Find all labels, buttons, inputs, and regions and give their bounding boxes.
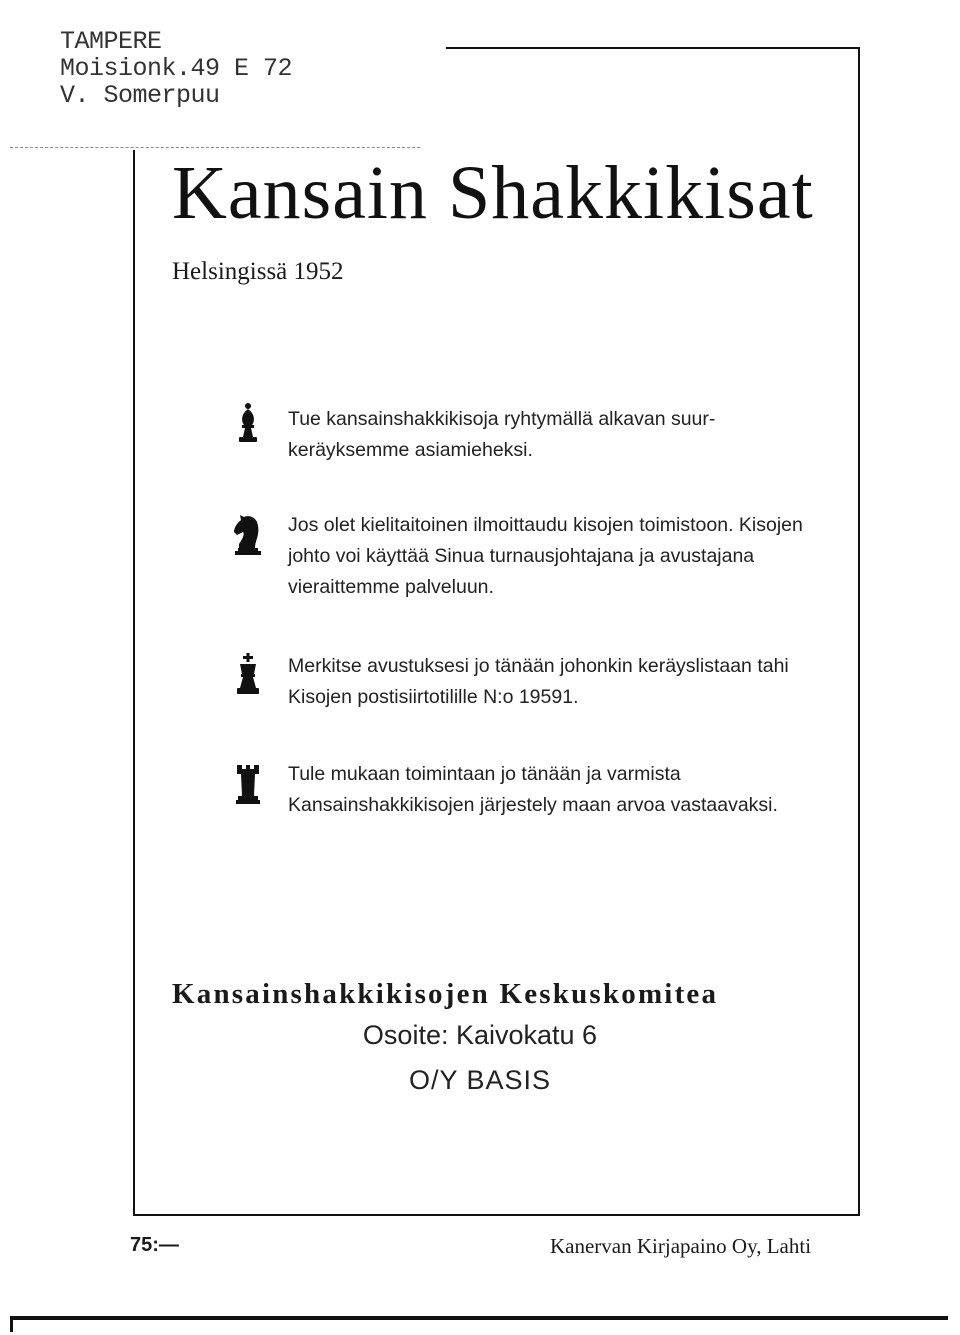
page-edge-tick (10, 1316, 13, 1332)
address-line: Osoite: Kaivokatu 6 (362, 1020, 598, 1050)
item-text-3: Merkitse avustuksesi jo tänään johonkin keräyslistaan tahi Kisojen postisiirtotilille N:o 19591. (288, 655, 789, 708)
price-label: 75:— (130, 1234, 179, 1256)
dashed-rule (10, 147, 420, 148)
company-line: O/Y BASIS (408, 1065, 552, 1095)
bishop-icon (228, 400, 268, 444)
stamp-line-street: Moisionk.49 E 72 (60, 54, 293, 83)
item-text-4: Tule mukaan toimintaan jo tänään ja varmista Kansainshakkikisojen järjestely maan arvoa vastaavaksi. (288, 763, 778, 816)
page-title: Kansain Shakkikisat (172, 151, 814, 235)
item-text-2: Jos olet kielitaitoinen ilmoittaudu kisojen toimistoon. Kisojen johto voi käyttää Sinua turnausjohtajana ja avustajana vieraittemme palveluun. (288, 514, 803, 598)
stamp-line-city: TAMPERE (60, 27, 162, 56)
page-edge-rule (10, 1316, 948, 1320)
top-rule (446, 47, 860, 49)
bottom-rule (133, 1214, 860, 1216)
left-rule (133, 150, 135, 1215)
organization-name: Kansainshakkikisojen Keskuskomitea (172, 978, 719, 1010)
address-stamp (60, 28, 292, 109)
page-subtitle: Helsingissä 1952 (172, 258, 344, 285)
king-icon (228, 652, 268, 696)
item-text-1: Tue kansainshakkikisoja ryhtymällä alkavan suurkeräyksemme asiamieheksi. (288, 408, 716, 461)
printer-credit: Kanervan Kirjapaino Oy, Lahti (550, 1234, 812, 1258)
knight-icon (228, 512, 268, 556)
stamp-line-name: V. Somerpuu (60, 81, 220, 110)
rook-icon (228, 762, 268, 806)
